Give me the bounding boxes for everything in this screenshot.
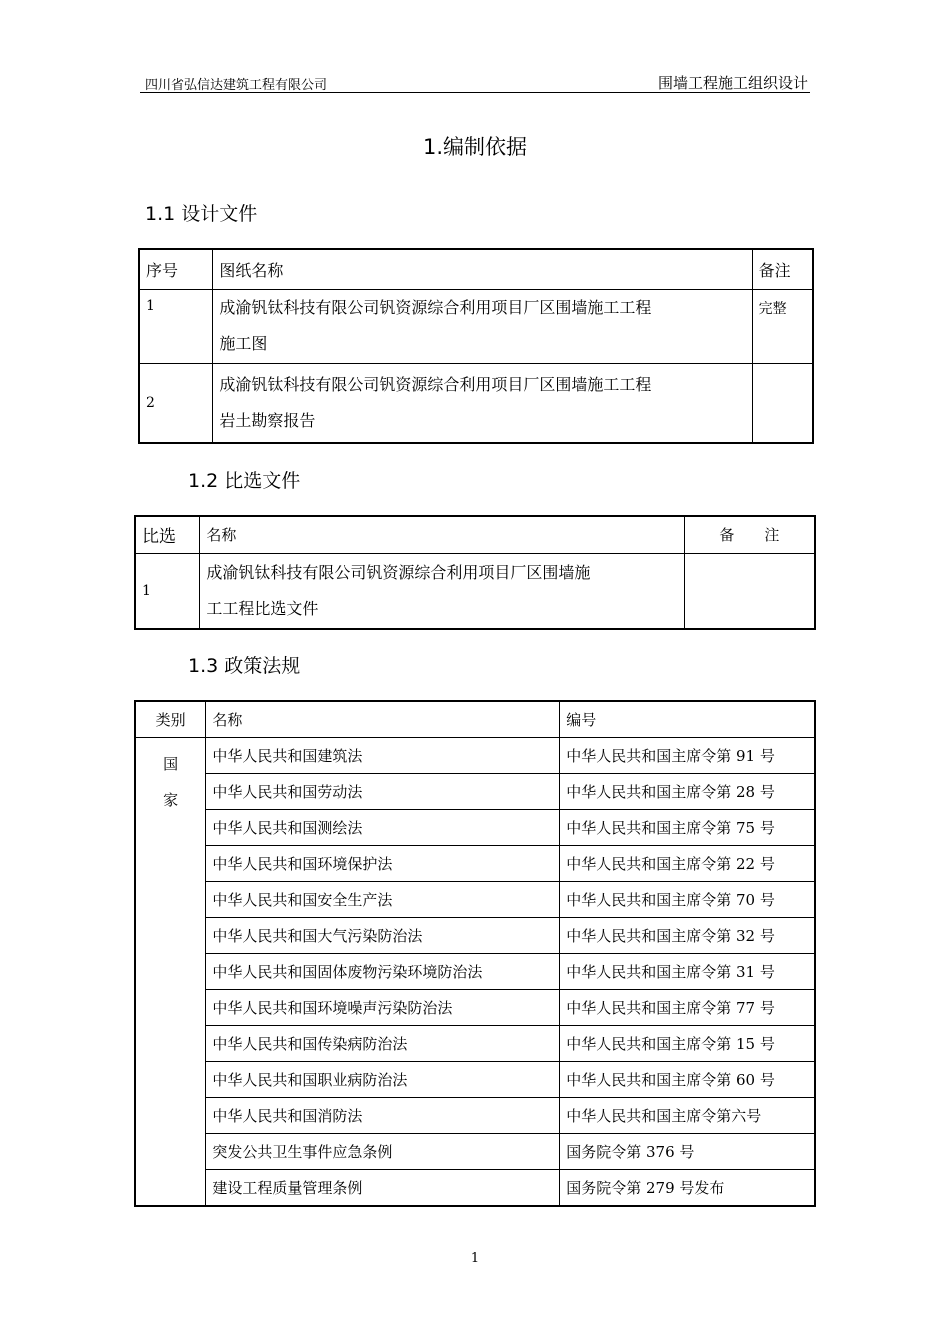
row-code: 中华人民共和国主席令第 32 号 bbox=[560, 918, 815, 954]
table-row bbox=[135, 1134, 815, 1170]
row-no: 1 bbox=[139, 289, 213, 363]
row-name: 中华人民共和国测绘法 bbox=[206, 810, 560, 846]
col-header-note: 备 注 bbox=[684, 516, 815, 553]
category-line1: 国 bbox=[163, 755, 179, 773]
design-files-table bbox=[138, 248, 814, 444]
row-code: 中华人民共和国主席令第 77 号 bbox=[560, 990, 815, 1026]
table-row bbox=[135, 918, 815, 954]
col-header-name: 图纸名称 bbox=[213, 249, 752, 289]
row-name-line1: 成渝钒钛科技有限公司钒资源综合利用项目厂区围墙施 bbox=[206, 562, 591, 582]
table-row bbox=[135, 954, 815, 990]
row-code: 中华人民共和国主席令第 31 号 bbox=[560, 954, 815, 990]
col-header-code: 编号 bbox=[560, 701, 815, 738]
row-name-line2: 施工图 bbox=[219, 334, 268, 353]
table-row bbox=[135, 990, 815, 1026]
col-header-name: 名称 bbox=[206, 701, 560, 738]
table-row bbox=[135, 1062, 815, 1098]
col-header-category: 类别 bbox=[135, 701, 206, 738]
regulations-heading: 1.3 政策法规 bbox=[188, 655, 301, 677]
col-header-name: 名称 bbox=[200, 516, 684, 553]
comparison-files-heading: 1.2 比选文件 bbox=[188, 470, 301, 492]
row-note bbox=[684, 553, 815, 629]
row-name-line1: 成渝钒钛科技有限公司钒资源综合利用项目厂区围墙施工工程 bbox=[219, 298, 652, 317]
table-row bbox=[135, 553, 815, 629]
row-name: 中华人民共和国环境噪声污染防治法 bbox=[206, 990, 560, 1026]
row-name: 中华人民共和国固体废物污染环境防治法 bbox=[206, 954, 560, 990]
row-name bbox=[200, 553, 684, 629]
table-row bbox=[135, 738, 815, 774]
row-code: 中华人民共和国主席令第 70 号 bbox=[560, 882, 815, 918]
row-name: 中华人民共和国环境保护法 bbox=[206, 846, 560, 882]
table-header-row bbox=[139, 249, 813, 289]
row-code: 中华人民共和国主席令第 28 号 bbox=[560, 774, 815, 810]
row-code: 中华人民共和国主席令第 60 号 bbox=[560, 1062, 815, 1098]
row-no: 1 bbox=[135, 553, 200, 629]
row-code: 中华人民共和国主席令第 22 号 bbox=[560, 846, 815, 882]
table-row bbox=[135, 1026, 815, 1062]
table-row bbox=[135, 846, 815, 882]
row-code: 中华人民共和国主席令第 15 号 bbox=[560, 1026, 815, 1062]
row-name: 中华人民共和国劳动法 bbox=[206, 774, 560, 810]
table-row bbox=[135, 1170, 815, 1207]
row-name: 中华人民共和国大气污染防治法 bbox=[206, 918, 560, 954]
col-header-no: 比选 bbox=[135, 516, 200, 553]
table-row bbox=[135, 882, 815, 918]
table-row bbox=[139, 363, 813, 443]
table-row bbox=[135, 1098, 815, 1134]
row-name bbox=[213, 363, 752, 443]
row-name: 中华人民共和国传染病防治法 bbox=[206, 1026, 560, 1062]
row-name: 中华人民共和国建筑法 bbox=[206, 738, 560, 774]
category-cell bbox=[135, 738, 206, 1207]
category-line2: 家 bbox=[163, 791, 179, 809]
row-name-line2: 工工程比选文件 bbox=[206, 598, 319, 618]
col-header-no: 序号 bbox=[139, 249, 213, 289]
table-header-row bbox=[135, 701, 815, 738]
section-title: 1.编制依据 bbox=[422, 135, 528, 159]
row-no: 2 bbox=[139, 363, 213, 443]
table-row bbox=[139, 289, 813, 363]
page-number: 1 bbox=[470, 1251, 480, 1266]
row-code: 中华人民共和国主席令第六号 bbox=[560, 1098, 815, 1134]
regulations-table bbox=[134, 700, 816, 1207]
header-company: 四川省弘信达建筑工程有限公司 bbox=[145, 78, 328, 93]
row-note: 完整 bbox=[752, 289, 813, 363]
comparison-files-table bbox=[134, 515, 816, 630]
row-name: 突发公共卫生事件应急条例 bbox=[206, 1134, 560, 1170]
row-code: 中华人民共和国主席令第 91 号 bbox=[560, 738, 815, 774]
row-name: 中华人民共和国消防法 bbox=[206, 1098, 560, 1134]
table-header-row bbox=[135, 516, 815, 553]
row-name-line2: 岩土勘察报告 bbox=[219, 410, 316, 430]
header-doc-title: 围墙工程施工组织设计 bbox=[657, 74, 808, 92]
row-code: 国务院令第 279 号发布 bbox=[560, 1170, 815, 1207]
row-name: 建设工程质量管理条例 bbox=[206, 1170, 560, 1207]
col-header-note: 备注 bbox=[752, 249, 813, 289]
table-row bbox=[135, 810, 815, 846]
table-row bbox=[135, 774, 815, 810]
row-name-line1: 成渝钒钛科技有限公司钒资源综合利用项目厂区围墙施工工程 bbox=[219, 374, 652, 394]
row-code: 中华人民共和国主席令第 75 号 bbox=[560, 810, 815, 846]
row-name: 中华人民共和国职业病防治法 bbox=[206, 1062, 560, 1098]
row-code: 国务院令第 376 号 bbox=[560, 1134, 815, 1170]
header-rule bbox=[140, 92, 810, 93]
row-name: 中华人民共和国安全生产法 bbox=[206, 882, 560, 918]
row-note bbox=[752, 363, 813, 443]
row-name bbox=[213, 289, 752, 363]
design-files-heading: 1.1 设计文件 bbox=[145, 203, 258, 225]
